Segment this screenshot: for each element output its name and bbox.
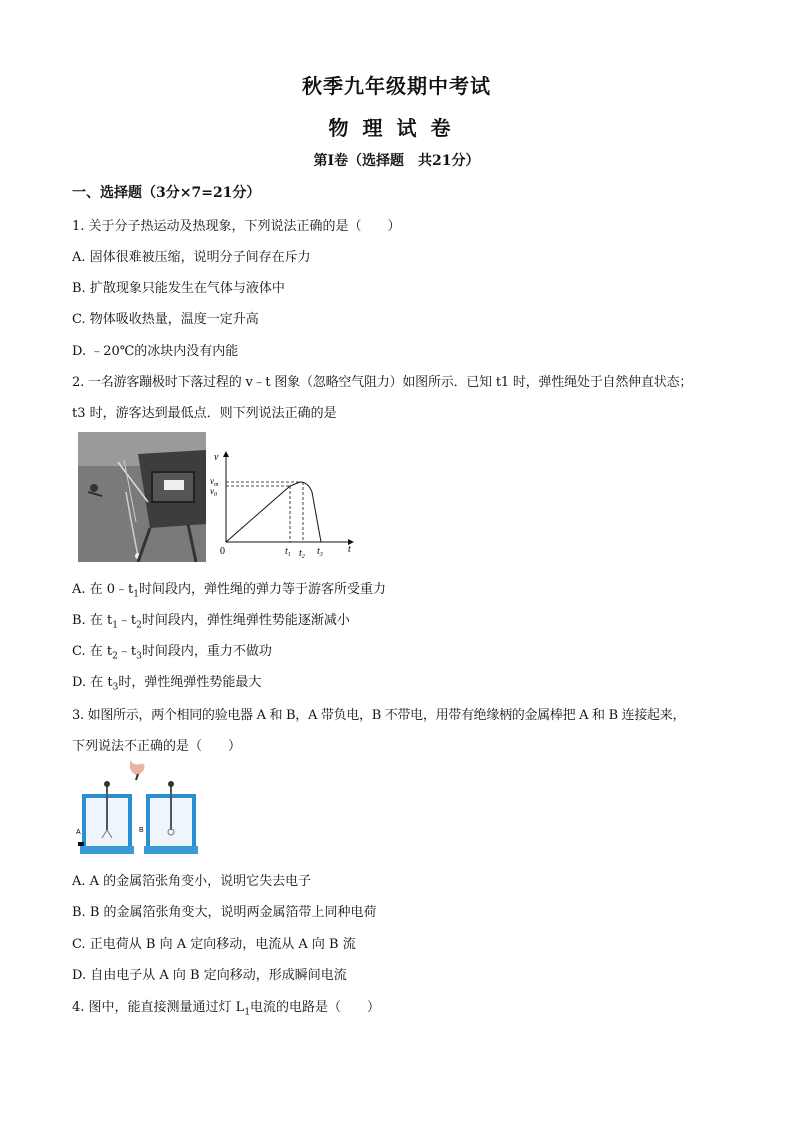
electroscope-b-label: B (139, 827, 144, 834)
velocity-curve (290, 482, 321, 542)
q2-option-a: A. 在 $0﹣t_1$时间段内，弹性绳的弹力等于游客所受重力 (72, 582, 387, 600)
origin-label: 0 (220, 546, 225, 557)
exam-subtitle: 物理试卷 (328, 116, 465, 140)
q3-option-d: D. 自由电子从 A 向 B 定向移动，形成瞬间电流 (72, 968, 347, 983)
q3-option-a: A. A 的金属箔张角变小，说明它失去电子 (72, 874, 312, 889)
q3-option-c: C. 正电荷从 B 向 A 定向移动，电流从 A 向 B 流 (72, 937, 356, 952)
q1-stem: 1. 关于分子热运动及热现象，下列说法正确的是（ ） (72, 219, 401, 234)
t1-label: $t_1$ (285, 546, 291, 558)
q1-option-a: A. 固体很难被压缩，说明分子间存在斥力 (72, 250, 311, 265)
electroscope-figure (76, 760, 206, 860)
q2-stem-line2: t3 时，游客达到最低点．则下列说法正确的是 (72, 406, 337, 421)
v-axis-label: v (214, 452, 219, 463)
part-heading: 第Ⅰ卷（选择题 共21分） (313, 153, 480, 169)
section-heading: 一、选择题（3分×7=21分） (72, 185, 261, 201)
q2-stem-line1: 2. 一名游客蹦极时下落过程的 v﹣t 图象（忽略空气阻力）如图所示．已知 t1 时，弹性绳处于自然伸直状态； (72, 375, 693, 390)
electroscope-a-label: A (76, 829, 81, 836)
t-axis-label: t (348, 544, 351, 555)
q4-stem: 4. 图中，能直接测量通过灯 $L_1$电流的电路是（ ） (72, 1000, 381, 1018)
q3-stem-line1: 3. 如图所示，两个相同的验电器 A 和 B，A 带负电，B 不带电，用带有绝缘柄的金属棒把 A 和 B 连接起来， (72, 708, 686, 723)
q3-option-b: B. B 的金属箔张角变大，说明两金属箔带上同种电荷 (72, 905, 377, 920)
bungee-photo (78, 432, 206, 562)
q2-option-d: D. 在 $t_3$时，弹性绳弹性势能最大 (72, 675, 262, 693)
q1-option-d: D. ﹣20℃的冰块内没有内能 (72, 344, 239, 359)
t2-label: $t_2$ (299, 548, 305, 560)
q3-stem-line2: 下列说法不正确的是（ ） (72, 739, 242, 754)
q2-option-c: C. 在 $t_2﹣t_3$时间段内，重力不做功 (72, 644, 272, 662)
v0-label: $v_0$ (210, 486, 217, 498)
t3-label: $t_3$ (317, 546, 323, 558)
vm-label: $v_m$ (210, 476, 219, 488)
q1-option-c: C. 物体吸收热量，温度一定升高 (72, 312, 259, 327)
velocity-line-rise (226, 486, 290, 542)
q2-option-b: B. 在 $t_1﹣t_2$时间段内，弹性绳弹性势能逐渐减小 (72, 613, 350, 631)
exam-title: 秋季九年级期中考试 (302, 74, 491, 98)
velocity-time-graph (208, 448, 358, 560)
q1-option-b: B. 扩散现象只能发生在气体与液体中 (72, 281, 285, 296)
